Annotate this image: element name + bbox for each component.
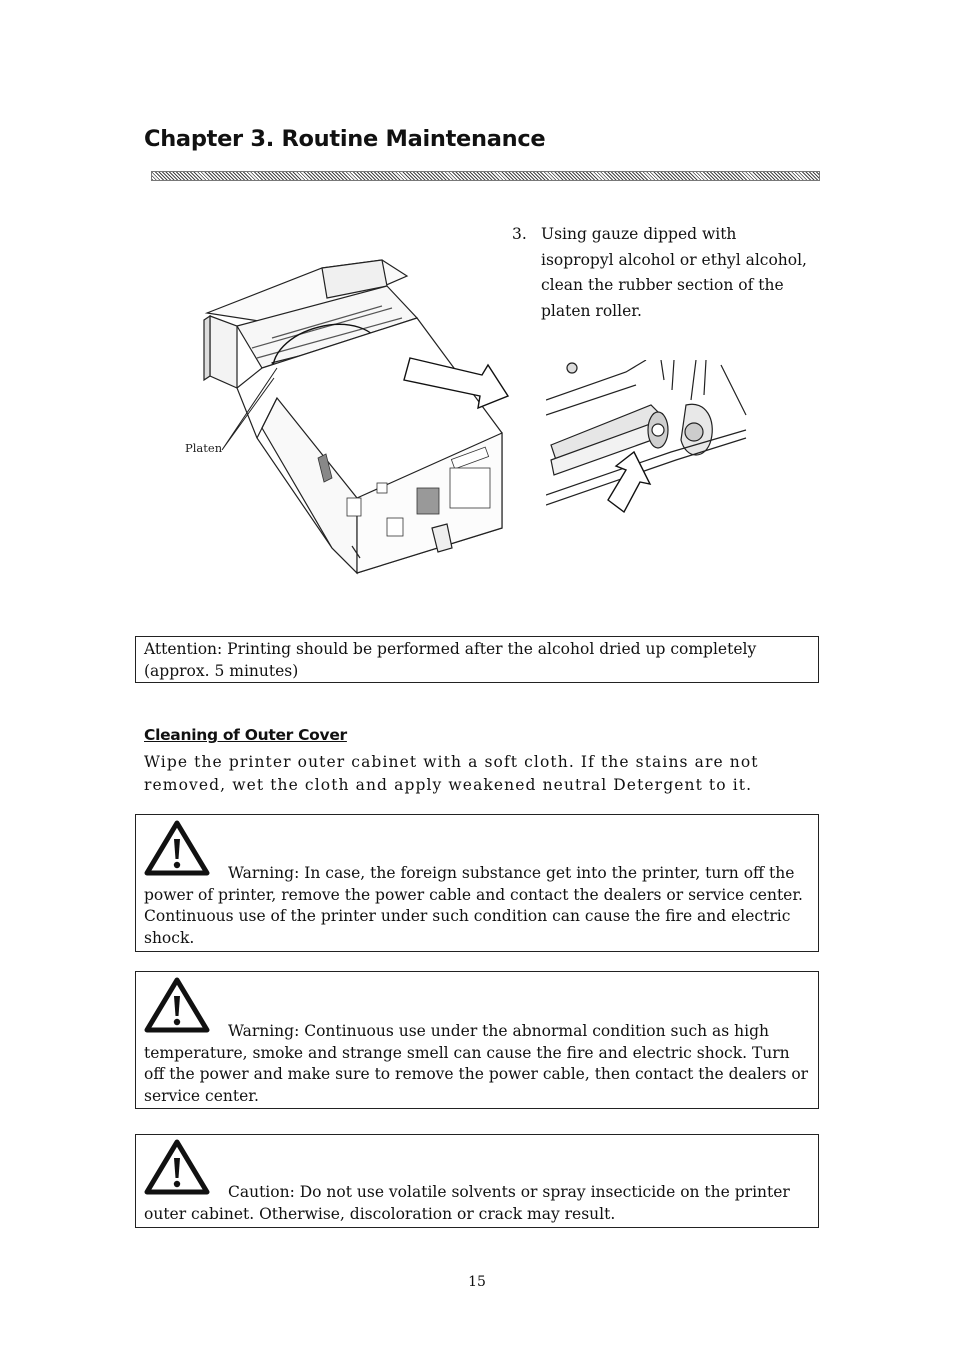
section-body: Wipe the printer outer cabinet with a soft cloth. If the stains are not removed, wet the cloth and apply weakened neutral Detergent to it. (144, 753, 759, 794)
title-divider (151, 171, 820, 181)
warning-text: Warning: In case, the foreign substance get into the printer, turn off the power of printer, remove the power cable and contact the dealers or service center. Continuous use of the printer under such condition can cause the fire and electric shock. (144, 864, 803, 947)
caution-text: Caution: Do not use volatile solvents or spray insecticide on the printer outer cabinet. Otherwise, discoloration or crack may result. (144, 1183, 790, 1223)
section-heading: Cleaning of Outer Cover (144, 726, 347, 744)
step-number: 3. (512, 225, 527, 243)
warning-box (135, 971, 819, 1109)
step-text: Using gauze dipped with isopropyl alcohol or ethyl alcohol, clean the rubber section of the platen roller. (541, 225, 807, 320)
attention-text: Attention: Printing should be performed after the alcohol dried up completely (approx. 5 minutes) (144, 640, 757, 680)
platen-label: Platen (185, 441, 223, 455)
chapter-title: Chapter 3. Routine Maintenance (144, 126, 546, 152)
attention-notice (135, 636, 819, 683)
platen-closeup-illustration (546, 360, 748, 518)
printer-illustration (182, 228, 538, 582)
page-number: 15 (468, 1274, 486, 1290)
caution-box (135, 1134, 819, 1228)
warning-box (135, 814, 819, 952)
warning-text: Warning: Continuous use under the abnormal condition such as high temperature, smoke and strange smell can cause the fire and electric shock. Turn off the power and make sure to remove the power cable, then contact the dealers or service center. (144, 1022, 809, 1105)
